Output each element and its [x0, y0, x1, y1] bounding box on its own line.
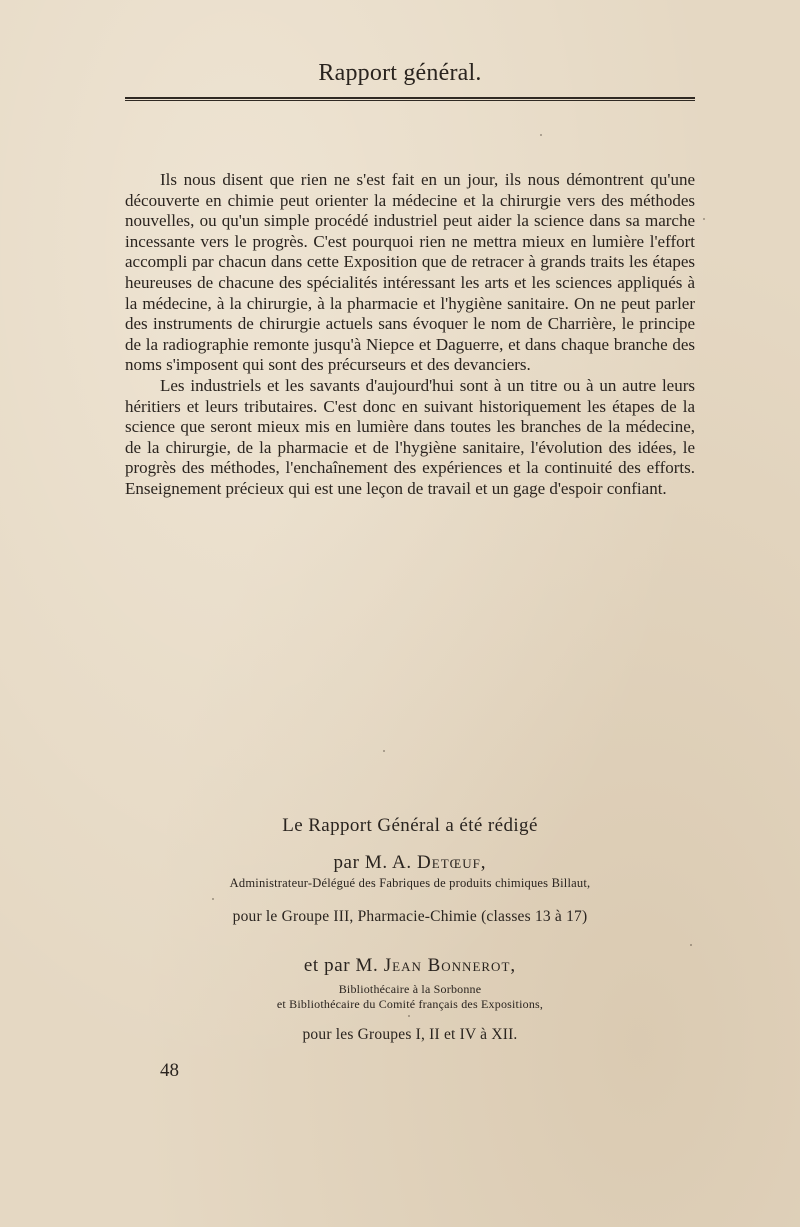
- author-2-role-line-1: Bibliothécaire à la Sorbonne: [338, 982, 482, 996]
- paper-speck: [408, 1015, 410, 1017]
- paper-speck: [383, 750, 385, 752]
- author-1-prefix: par M. A.: [333, 852, 412, 873]
- running-title: Rapport général.: [318, 60, 482, 86]
- paragraph-1: Ils nous disent que rien ne s'est fait en un jour, ils nous démontrent qu'une découverte en chimie peut orienter la médecine et la chirurgie vers des méthodes nouvelles, ou qu'un simple procédé industriel peut aider la science dans sa marche incessante vers le progrès. C'est pourquoi rien ne mettra mieux en lumière l'effort accompli par chacun dans cette Exposition que de retracer à grands traits les étapes heureuses de chacune des spécialités intéressant les arts et les sciences appliqués à la médecine, à la chirurgie, à la pharmacie et l'hygiène sanitaire. On ne peut parler des instruments de chirurgie actuels sans évoquer le nom de Charrière, le principe de la radiographie remonte jusqu'à Niepce et Daguerre, et dans chaque branche des noms s'imposent qui sont des précurseurs et des devanciers.: [125, 170, 695, 375]
- header-rule: [125, 97, 695, 101]
- paper-speck: [540, 134, 542, 136]
- author-2-role-line-2: et Bibliothécaire du Comité français des Expositions,: [276, 997, 544, 1011]
- author-1-role: Administrateur-Délégué des Fabriques de produits chimiques Billaut,: [229, 876, 591, 890]
- credits-author-2: [0, 955, 800, 977]
- author-2-groups: pour les Groupes I, II et IV à XII.: [302, 1026, 518, 1043]
- paper-speck: [212, 898, 214, 900]
- credits-title: Le Rapport Général a été rédigé: [282, 815, 538, 836]
- author-1-groups: pour le Groupe III, Pharmacie-Chimie (classes 13 à 17): [232, 908, 588, 925]
- page-number: 48: [160, 1060, 179, 1081]
- paper-speck: [703, 218, 705, 220]
- author-1-name: Detœuf,: [417, 852, 487, 873]
- body-text: [125, 170, 695, 500]
- author-2-prefix: et par M.: [303, 955, 379, 976]
- paper-speck: [690, 944, 692, 946]
- author-2-name: Jean Bonnerot,: [383, 955, 517, 976]
- paragraph-2: Les industriels et les savants d'aujourd'hui sont à un titre ou à un autre leurs héritiers et leurs tributaires. C'est donc en suivant historiquement les étapes de la science que seront mieux mis en lumière dans toutes les branches de la médecine, de la chirurgie, de la pharmacie et de l'hygiène sanitaire, l'évolution des idées, le progrès des méthodes, l'enchaînement des expériences et la continuité des efforts. Enseignement précieux qui est une leçon de travail et un gage d'espoir confiant.: [125, 375, 695, 498]
- credits-author-1: [0, 852, 800, 874]
